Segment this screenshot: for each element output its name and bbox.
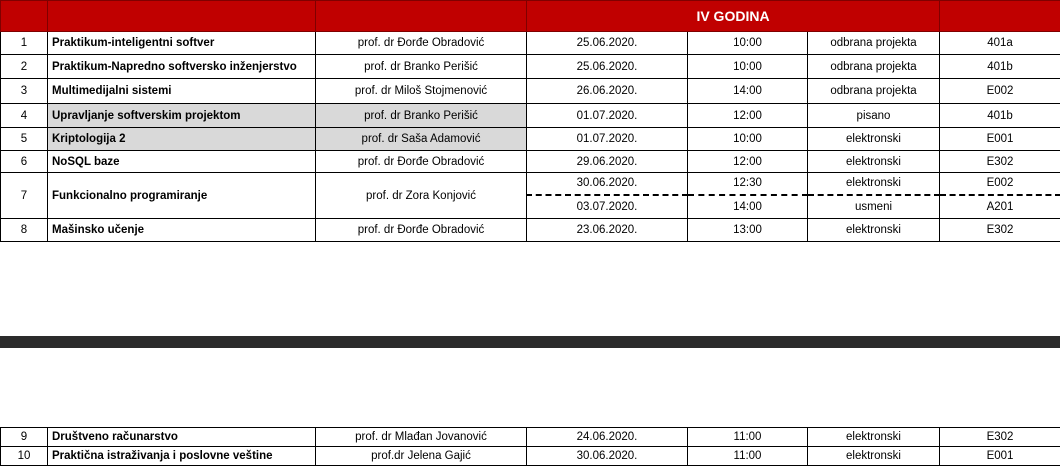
date-cell: 25.06.2020. xyxy=(527,32,688,55)
subject-cell: Kriptologija 2 xyxy=(48,128,316,151)
exam-type-cell: pisano xyxy=(808,104,940,128)
professor-cell: prof. dr Saša Adamović xyxy=(316,128,527,151)
subject-cell: Funkcionalno programiranje xyxy=(48,173,316,219)
room-cell: 401a xyxy=(940,32,1060,55)
table-row xyxy=(1,79,1060,104)
date-cell: 26.06.2020. xyxy=(527,79,688,104)
room-cell: 401b xyxy=(940,55,1060,79)
row-number: 9 xyxy=(1,428,48,447)
row-number: 2 xyxy=(1,55,48,79)
date-cell: 30.06.2020. xyxy=(527,173,688,195)
professor-cell: prof. dr Đorđe Obradović xyxy=(316,219,527,242)
exam-table-continued xyxy=(0,427,1060,466)
room-cell: E302 xyxy=(940,151,1060,173)
row-number: 10 xyxy=(1,447,48,466)
table-row xyxy=(1,32,1060,55)
professor-cell: prof. dr Zora Konjović xyxy=(316,173,527,219)
professor-cell: prof. dr Miloš Stojmenović xyxy=(316,79,527,104)
date-cell: 01.07.2020. xyxy=(527,128,688,151)
row-number: 4 xyxy=(1,104,48,128)
time-cell: 12:00 xyxy=(688,104,808,128)
date-cell: 25.06.2020. xyxy=(527,55,688,79)
table-row xyxy=(1,151,1060,173)
room-cell: E001 xyxy=(940,447,1060,466)
exam-type-cell: usmeni xyxy=(808,195,940,219)
table-row xyxy=(1,55,1060,79)
room-cell: A201 xyxy=(940,195,1060,219)
section-title: IV GODINA xyxy=(527,1,940,32)
row-number: 8 xyxy=(1,219,48,242)
row-number: 5 xyxy=(1,128,48,151)
row-number: 3 xyxy=(1,79,48,104)
professor-cell: prof. dr Branko Perišić xyxy=(316,55,527,79)
exam-type-cell: odbrana projekta xyxy=(808,79,940,104)
subject-cell: NoSQL baze xyxy=(48,151,316,173)
date-cell: 24.06.2020. xyxy=(527,428,688,447)
subject-cell: Praktična istraživanja i poslovne veštine xyxy=(48,447,316,466)
date-cell: 30.06.2020. xyxy=(527,447,688,466)
time-cell: 12:00 xyxy=(688,151,808,173)
professor-cell: prof.dr Jelena Gajić xyxy=(316,447,527,466)
subject-cell: Praktikum-Napredno softversko inženjerstvo xyxy=(48,55,316,79)
subject-cell: Multimedijalni sistemi xyxy=(48,79,316,104)
subject-cell: Praktikum-inteligentni softver xyxy=(48,32,316,55)
table-row xyxy=(1,128,1060,151)
row-number: 7 xyxy=(1,173,48,219)
section-divider-band xyxy=(0,336,1060,348)
room-cell: E002 xyxy=(940,173,1060,195)
exam-type-cell: odbrana projekta xyxy=(808,32,940,55)
time-cell: 14:00 xyxy=(688,195,808,219)
professor-cell: prof. dr Đorđe Obradović xyxy=(316,151,527,173)
room-cell: E302 xyxy=(940,219,1060,242)
exam-type-cell: elektronski xyxy=(808,173,940,195)
room-cell: 401b xyxy=(940,104,1060,128)
time-cell: 10:00 xyxy=(688,128,808,151)
time-cell: 10:00 xyxy=(688,32,808,55)
professor-cell: prof. dr Branko Perišić xyxy=(316,104,527,128)
room-cell: E302 xyxy=(940,428,1060,447)
exam-type-cell: elektronski xyxy=(808,128,940,151)
time-cell: 11:00 xyxy=(688,428,808,447)
time-cell: 10:00 xyxy=(688,55,808,79)
exam-type-cell: elektronski xyxy=(808,447,940,466)
exam-type-cell: odbrana projekta xyxy=(808,55,940,79)
exam-type-cell: elektronski xyxy=(808,428,940,447)
professor-cell: prof. dr Mlađan Jovanović xyxy=(316,428,527,447)
exam-type-cell: elektronski xyxy=(808,151,940,173)
professor-cell: prof. dr Đorđe Obradović xyxy=(316,32,527,55)
row-number: 1 xyxy=(1,32,48,55)
date-cell: 01.07.2020. xyxy=(527,104,688,128)
room-cell: E001 xyxy=(940,128,1060,151)
time-cell: 14:00 xyxy=(688,79,808,104)
time-cell: 11:00 xyxy=(688,447,808,466)
subject-cell: Mašinsko učenje xyxy=(48,219,316,242)
table-row xyxy=(1,104,1060,128)
table-row xyxy=(1,173,1060,195)
exam-type-cell: elektronski xyxy=(808,219,940,242)
room-cell: E002 xyxy=(940,79,1060,104)
table-row xyxy=(1,447,1060,466)
time-cell: 13:00 xyxy=(688,219,808,242)
subject-cell: Upravljanje softverskim projektom xyxy=(48,104,316,128)
row-number: 6 xyxy=(1,151,48,173)
date-cell: 03.07.2020. xyxy=(527,195,688,219)
date-cell: 29.06.2020. xyxy=(527,151,688,173)
subject-cell: Društveno računarstvo xyxy=(48,428,316,447)
date-cell: 23.06.2020. xyxy=(527,219,688,242)
table-row xyxy=(1,219,1060,242)
table-row xyxy=(1,428,1060,447)
time-cell: 12:30 xyxy=(688,173,808,195)
section-header-row xyxy=(1,1,1060,32)
